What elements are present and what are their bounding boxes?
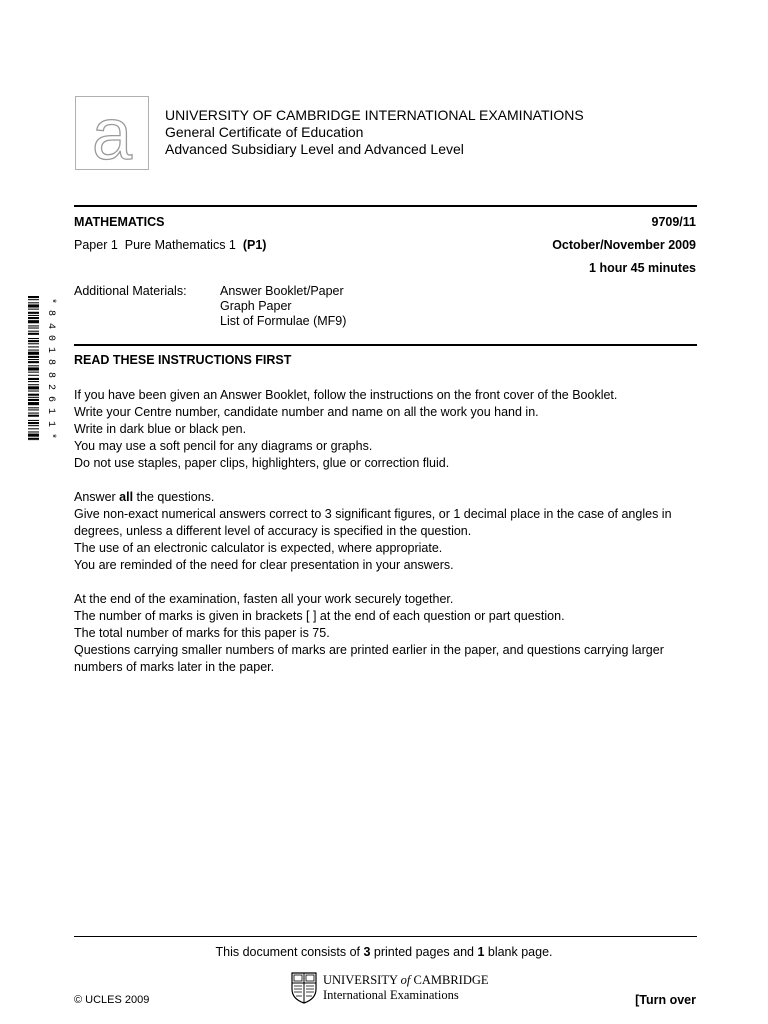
answer-all: all [119, 490, 134, 504]
exam-duration: 1 hour 45 minutes [589, 261, 696, 275]
logo-letter: a [91, 97, 133, 169]
instruction-line: You are reminded of the need for clear presentation in your answers. [74, 558, 454, 572]
barcode-digit: 8 [44, 359, 56, 366]
subject: MATHEMATICS [74, 215, 165, 229]
paper-title-text: Paper 1 Pure Mathematics 1 [74, 238, 243, 252]
cie-logo [75, 96, 149, 170]
instruction-line: At the end of the examination, fasten all your work securely together. [74, 592, 454, 606]
instruction-line: If you have been given an Answer Booklet, follow the instructions on the front cover of the Booklet. [74, 388, 618, 402]
materials-item: Graph Paper [220, 299, 292, 313]
barcode-digit: 4 [44, 322, 56, 329]
barcode [28, 296, 39, 441]
brand-of: of [400, 973, 411, 987]
barcode-digit: 0 [44, 334, 56, 341]
barcode-digit: 1 [44, 347, 56, 354]
doc-count-text: printed pages and [370, 945, 478, 959]
instructions-heading: READ THESE INSTRUCTIONS FIRST [74, 353, 292, 367]
instruction-line: Give non-exact numerical answers correct to 3 significant figures, or 1 decimal place in the case of angles in degrees, unless a different level of accuracy is specified in the question. [74, 507, 672, 538]
cambridge-brand-subtitle: International Examinations [323, 988, 459, 1002]
barcode-digit: 8 [44, 310, 56, 317]
instruction-line: Questions carrying smaller numbers of marks are printed earlier in the paper, and questions carrying larger numbers of marks later in the paper. [74, 643, 664, 674]
instruction-line: You may use a soft pencil for any diagrams or graphs. [74, 439, 373, 453]
materials-item: List of Formulae (MF9) [220, 314, 347, 328]
paper-title [74, 238, 266, 253]
document-page-count [0, 945, 768, 960]
barcode-digit: 2 [44, 383, 56, 390]
answer-prefix: Answer [74, 490, 120, 504]
barcode-digit: * [44, 297, 56, 305]
barcode-digit: * [44, 432, 56, 439]
instruction-line: The total number of marks for this paper is 75. [74, 626, 330, 640]
paper-code: (P1) [242, 238, 267, 252]
instructions-block-3 [74, 591, 698, 676]
blank-pages-count: 1 [477, 945, 485, 959]
barcode-digit: 1 [44, 408, 56, 415]
divider-top [74, 205, 697, 207]
instructions-block-2 [74, 489, 698, 574]
copyright: © UCLES 2009 [74, 994, 150, 1006]
instruction-line: The use of an electronic calculator is expected, where appropriate. [74, 541, 443, 555]
org-name: UNIVERSITY OF CAMBRIDGE INTERNATIONAL EXAMINATIONS [165, 107, 584, 123]
divider-instructions [74, 344, 697, 346]
doc-count-text: This document consists of [215, 945, 364, 959]
instructions-block-1 [74, 387, 698, 472]
answer-suffix: the questions. [133, 490, 215, 504]
barcode-digit: 1 [44, 420, 56, 427]
instruction-line [74, 489, 698, 506]
exam-session: October/November 2009 [552, 238, 696, 252]
doc-count-text: blank page. [484, 945, 553, 959]
turn-over-label: [Turn over [635, 993, 696, 1007]
instruction-line: Write in dark blue or black pen. [74, 422, 247, 436]
brand-text: CAMBRIDGE [410, 973, 489, 987]
certificate-name: General Certificate of Education [165, 124, 364, 140]
barcode-digit: 8 [44, 371, 56, 378]
cambridge-brand-name [323, 973, 489, 987]
instruction-line: Do not use staples, paper clips, highlighters, glue or correction fluid. [74, 456, 450, 470]
instruction-line: Write your Centre number, candidate number and name on all the work you hand in. [74, 405, 539, 419]
printed-pages-count: 3 [363, 945, 371, 959]
materials-item: Answer Booklet/Paper [220, 284, 344, 298]
instruction-line: The number of marks is given in brackets [ ] at the end of each question or part question. [74, 609, 565, 623]
barcode-digits [44, 296, 56, 441]
barcode-digit: 6 [44, 396, 56, 403]
brand-text: UNIVERSITY [323, 973, 401, 987]
cambridge-crest-icon [291, 972, 317, 1004]
divider-footer [74, 936, 697, 937]
paper-code-number: 9709/11 [651, 215, 696, 229]
materials-label: Additional Materials: [74, 284, 187, 298]
level-name: Advanced Subsidiary Level and Advanced Level [165, 141, 464, 157]
